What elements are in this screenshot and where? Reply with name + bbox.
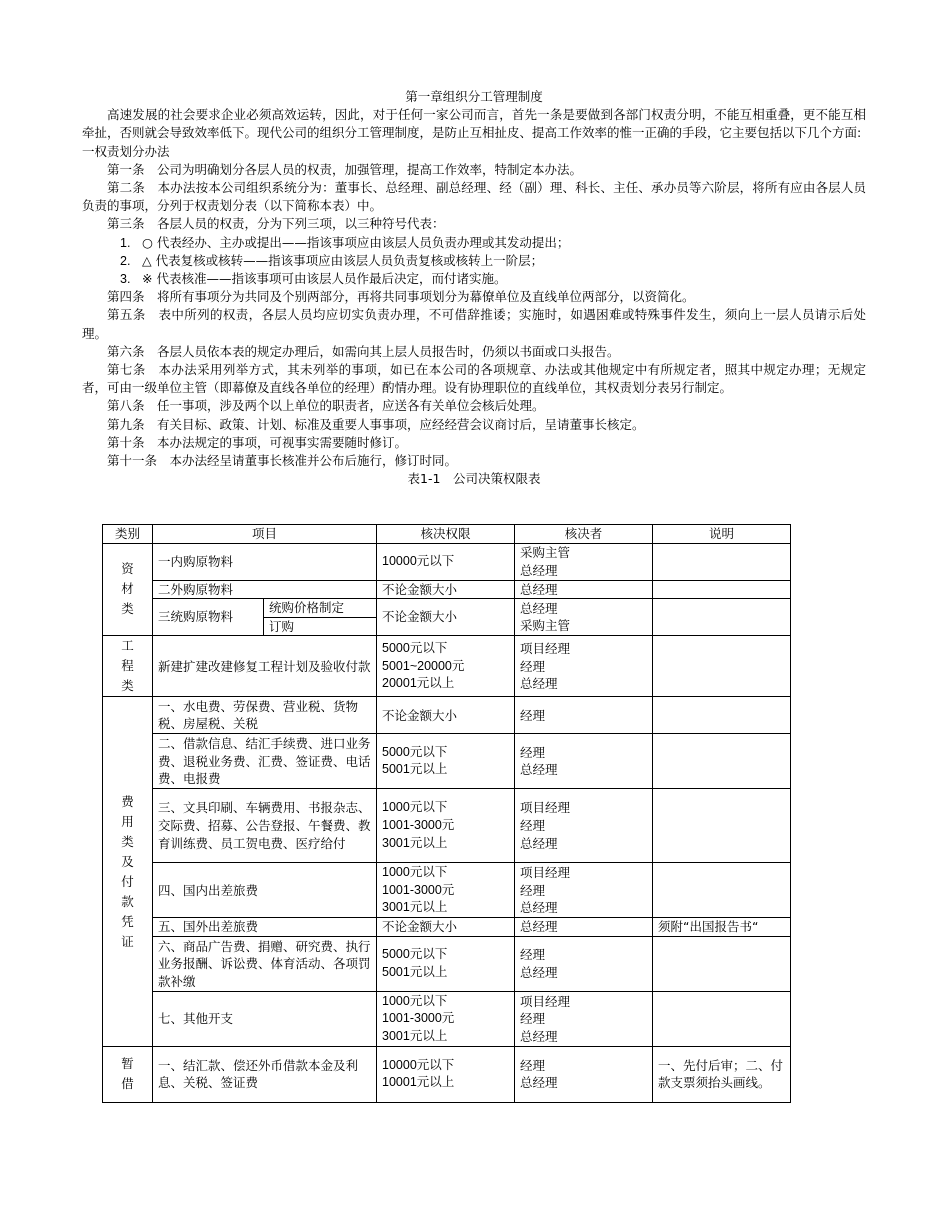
table-row <box>103 697 791 734</box>
note-cell <box>653 936 791 991</box>
table-row <box>103 789 791 863</box>
note-cell <box>653 991 791 1046</box>
item-cell: 一、结汇款、偿还外币借款本金及利息、关税、签证费 <box>153 1046 377 1102</box>
category-cell: 工程类 <box>103 636 153 697</box>
table-row <box>103 599 791 618</box>
table-row <box>103 636 791 697</box>
list-item: 3. ※ 代表核准——指该事项可由该层人员作最后决定，而付诸实施。 <box>120 271 507 287</box>
list-item: 1. ○ 代表经办、主办或提出——指该事项应由该层人员负责办理或其发动提出； <box>120 234 570 250</box>
subitem-cell: 订购 <box>264 617 377 636</box>
article-7: 第七条 本办法采用列举方式，其未列举的事项，如已在本公司的各项规章、办法或其他规定中有所规定者，照其中规定办理；无规定者，可由一级单位主管（即幕僚及直线各单位的经理）酌情办理。设有协理职位的直线单位，其权责划分表另行制定。 <box>82 362 866 396</box>
approver-cell: 经理 <box>515 697 653 734</box>
note-cell: 须附“出国报告书“ <box>653 918 791 937</box>
table-row <box>103 991 791 1046</box>
approver-cell: 项目经理 经理 总经理 <box>515 789 653 863</box>
table-row <box>103 580 791 599</box>
table-row <box>103 863 791 918</box>
subitem-cell: 统购价格制定 <box>264 599 377 618</box>
item-cell: 新建扩建改建修复工程计划及验收付款 <box>153 636 377 697</box>
approver-cell: 项目经理 经理 总经理 <box>515 863 653 918</box>
limit-cell: 1000元以下 1001-3000元 3001元以上 <box>377 789 515 863</box>
document-body <box>82 88 866 488</box>
approver-cell: 项目经理 经理 总经理 <box>515 991 653 1046</box>
item-cell: 三统购原物料 <box>153 599 264 636</box>
header-note: 说明 <box>653 525 791 544</box>
document-title: 第一章组织分工管理制度 <box>405 89 543 104</box>
article-5: 第五条 表中所列的权责，各层人员均应切实负责办理，不可借辞推诿；实施时，如遇困难或特殊事件发生，须向上一层人员请示后处理。 <box>82 307 866 341</box>
article-10: 第十条 本办法规定的事项，可视事实需要随时修订。 <box>107 434 408 450</box>
table-row <box>103 734 791 789</box>
approver-cell: 总经理 <box>515 580 653 599</box>
note-cell: 一、先付后审；二、付款支票须抬头画线。 <box>653 1046 791 1102</box>
approver-cell: 经理 总经理 <box>515 936 653 991</box>
limit-cell: 5000元以下 5001元以上 <box>377 936 515 991</box>
article-11: 第十一条 本办法经呈请董事长核准并公布后施行，修订时同。 <box>107 453 458 469</box>
limit-cell: 不论金额大小 <box>377 697 515 734</box>
item-cell: 二、借款信息、结汇手续费、进口业务费、退税业务费、汇费、签证费、电话费、电报费 <box>153 734 377 789</box>
limit-cell: 5000元以下 5001~20000元 20001元以上 <box>377 636 515 697</box>
table-row <box>103 918 791 937</box>
article-3: 第三条 各层人员的权责，分为下列三项，以三种符号代表： <box>107 216 445 232</box>
header-limit: 核决权限 <box>377 525 515 544</box>
limit-cell: 不论金额大小 <box>377 918 515 937</box>
item-cell: 六、商品广告费、捐赠、研究费、执行业务报酬、诉讼费、体育活动、各项罚款补缴 <box>153 936 377 991</box>
limit-cell: 1000元以下 1001-3000元 3001元以上 <box>377 863 515 918</box>
item-cell: 七、其他开支 <box>153 991 377 1046</box>
table-row <box>103 1046 791 1102</box>
item-cell: 一内购原物料 <box>153 543 377 580</box>
note-cell <box>653 580 791 599</box>
limit-cell: 10000元以下 <box>377 543 515 580</box>
article-4: 第四条 将所有事项分为共同及个别两部分，再将共同事项划分为幕僚单位及直线单位两部分，以资简化。 <box>107 289 695 305</box>
limit-cell: 1000元以下 1001-3000元 3001元以上 <box>377 991 515 1046</box>
approver-cell: 经理 总经理 <box>515 734 653 789</box>
header-approver: 核决者 <box>515 525 653 544</box>
article-2: 第二条 本办法按本公司组织系统分为：董事长、总经理、副总经理、经（副）理、科长、主任、承办员等六阶层，将所有应由各层人员负责的事项，分列于权责划分表（以下简称本表）中。 <box>82 180 866 214</box>
table-header-row <box>103 525 791 544</box>
note-cell <box>653 599 791 636</box>
category-cell: 费用类及付款凭证 <box>103 697 153 1047</box>
item-cell: 二外购原物料 <box>153 580 377 599</box>
article-9: 第九条 有关目标、政策、计划、标准及重要人事事项，应经经营会议商讨后，呈请董事长核定。 <box>107 416 645 432</box>
limit-cell: 5000元以下 5001元以上 <box>377 734 515 789</box>
approver-cell: 采购主管 总经理 <box>515 543 653 580</box>
intro-paragraph: 高速发展的社会要求企业必须高效运转，因此，对于任何一家公司而言，首先一条是要做到各部门权责分明，不能互相重叠，更不能互相牵扯，否则就会导致效率低下。现代公司的组织分工管理制度，是防止互相扯皮、提高工作效率的惟一正确的手段，它主要包括以下几个方面: <box>82 107 866 141</box>
item-cell: 五、国外出差旅费 <box>153 918 377 937</box>
article-1: 第一条 公司为明确划分各层人员的权责，加强管理，提高工作效率，特制定本办法。 <box>107 161 583 177</box>
note-cell <box>653 734 791 789</box>
category-cell: 暂借 <box>103 1046 153 1102</box>
header-category: 类别 <box>103 525 153 544</box>
item-cell: 三、文具印刷、车辆费用、书报杂志、交际费、招募、公告登报、午餐费、教育训练费、员工贺电费、医疗给付 <box>153 789 377 863</box>
table-caption: 表1-1 公司决策权限表 <box>407 471 541 487</box>
limit-cell: 不论金额大小 <box>377 599 515 636</box>
category-cell: 资材类 <box>103 543 153 636</box>
approver-cell: 总经理 采购主管 <box>515 599 653 636</box>
note-cell <box>653 543 791 580</box>
list-item: 2. △ 代表复核或核转——指该事项应由该层人员负责复核或核转上一阶层； <box>120 252 544 268</box>
note-cell <box>653 697 791 734</box>
approver-cell: 总经理 <box>515 918 653 937</box>
header-item: 项目 <box>153 525 377 544</box>
note-cell <box>653 636 791 697</box>
note-cell <box>653 863 791 918</box>
article-8: 第八条 任一事项，涉及两个以上单位的职责者，应送各有关单位会核后处理。 <box>107 398 545 414</box>
limit-cell: 10000元以下 10001元以上 <box>377 1046 515 1102</box>
note-cell <box>653 789 791 863</box>
table-row <box>103 543 791 580</box>
limit-cell: 不论金额大小 <box>377 580 515 599</box>
authority-table <box>102 524 791 1103</box>
approver-cell: 经理 总经理 <box>515 1046 653 1102</box>
item-cell: 四、国内出差旅费 <box>153 863 377 918</box>
item-cell: 一、水电费、劳保费、营业税、货物税、房屋税、关税 <box>153 697 377 734</box>
article-6: 第六条 各层人员依本表的规定办理后，如需向其上层人员报告时，仍须以书面或口头报告。 <box>107 343 620 359</box>
approver-cell: 项目经理 经理 总经理 <box>515 636 653 697</box>
table-row <box>103 936 791 991</box>
section-heading: 一权责划分办法 <box>82 143 170 159</box>
